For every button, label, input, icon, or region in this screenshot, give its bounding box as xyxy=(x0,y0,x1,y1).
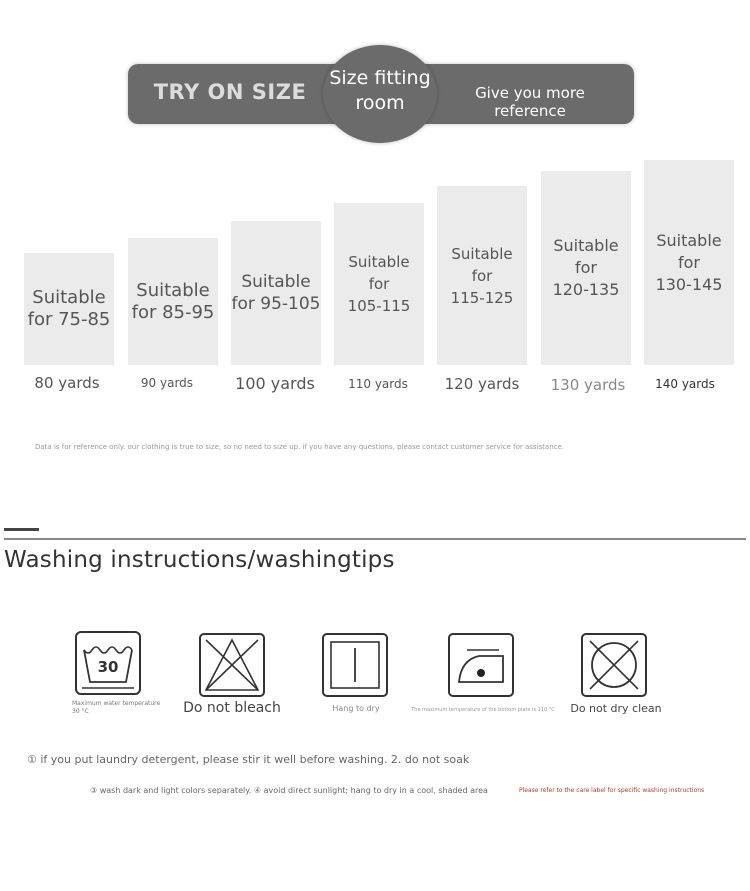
washing-tip-3: Please refer to the care label for specific washing instructions xyxy=(519,787,705,794)
iron-caption: The maximum temperature of the bottom plate is 110 °C xyxy=(411,707,555,713)
no-bleach-caption: Do not bleach xyxy=(183,700,281,716)
hang-dry-caption: Hang to dry xyxy=(332,704,380,713)
size-label-5: 120 yards xyxy=(444,375,520,393)
size-bar-text: Suitable for 120-135 xyxy=(552,236,620,299)
size-bar-3 xyxy=(231,221,321,365)
wash-30-icon xyxy=(74,630,142,696)
size-bar-text: Suitable for 85-95 xyxy=(131,279,215,323)
no-dry-clean-icon xyxy=(580,632,648,698)
size-bar-2 xyxy=(128,238,218,365)
wash-30-caption: Maximum water temperature 30 °C xyxy=(72,700,161,715)
size-bar-text: Suitable for 75-85 xyxy=(27,287,111,330)
size-note: Data is for reference only. our clothing is true to size, so no need to size up. if you have any questions, please contact customer service for assistance. xyxy=(35,443,565,451)
size-bar-text: Suitable for 95-105 xyxy=(231,272,321,314)
washing-title: Washing instructions/washingtips xyxy=(4,547,395,573)
size-label-6: 130 yards xyxy=(550,376,626,394)
size-bar-5 xyxy=(437,186,527,365)
size-bar-text: Suitable for 105-115 xyxy=(347,253,411,315)
iron-icon xyxy=(447,632,515,698)
size-bar-6 xyxy=(541,171,631,365)
banner-center-line2: room xyxy=(355,92,405,114)
banner-size-fitting-room xyxy=(323,66,437,116)
size-bar-4 xyxy=(334,203,424,365)
section-divider xyxy=(4,538,746,540)
hang-dry-icon xyxy=(321,632,389,698)
no-bleach-icon xyxy=(198,632,266,698)
no-dry-clean-caption: Do not dry clean xyxy=(570,702,662,715)
section-accent-rule xyxy=(4,528,39,531)
size-label-7: 140 yards xyxy=(655,377,715,391)
size-bar-7 xyxy=(644,160,734,365)
banner-reference: Give you more reference xyxy=(475,84,585,120)
size-bar-text: Suitable for 115-125 xyxy=(450,244,514,307)
size-bar-1 xyxy=(24,253,114,365)
size-label-4: 110 yards xyxy=(348,377,408,391)
banner-try-on-size: TRY ON SIZE xyxy=(153,80,307,104)
washing-tip-2: ③ wash dark and light colors separately. ④ avoid direct sunlight; hang to dry in a cool, shaded area xyxy=(90,786,488,795)
size-label-1: 80 yards xyxy=(34,374,100,392)
banner-center-line1: Size fitting xyxy=(329,67,431,89)
size-label-2: 90 yards xyxy=(140,376,194,390)
washing-tip-1: ① if you put laundry detergent, please stir it well before washing. 2. do not soak xyxy=(27,753,470,766)
size-bar-text: Suitable for 130-145 xyxy=(655,230,723,294)
size-label-3: 100 yards xyxy=(235,374,315,393)
wash-temp-number: 30 xyxy=(97,658,119,676)
